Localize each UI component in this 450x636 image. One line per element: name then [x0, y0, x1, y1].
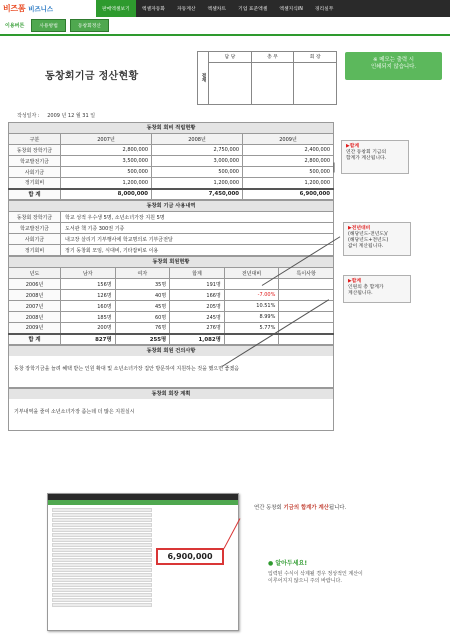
menu-item-auto-calc[interactable]: 자동계산 [176, 7, 196, 12]
total-cell: 8,000,000 [61, 189, 152, 200]
how-to-use-button[interactable]: 사용방법 [31, 19, 66, 32]
approval-box [197, 51, 337, 105]
document-title: 동창회기금 정산현황 [45, 71, 139, 82]
table-cell[interactable]: 1,200,000 [61, 178, 152, 189]
main-menu [96, 0, 450, 17]
approval-col-president[interactable]: 회 장 [294, 52, 336, 104]
menu-item-excel-chart[interactable]: 엑셀차트 [207, 7, 227, 12]
column-header: 합계 [170, 268, 225, 279]
logo-sub-text: 비즈니스 [28, 5, 53, 13]
table-row [9, 245, 334, 256]
total-row [9, 334, 334, 345]
table-cell[interactable]: 35명 [115, 279, 170, 290]
memo-note-yoy [343, 222, 411, 256]
table-row [9, 167, 334, 178]
table-cell[interactable]: 45명 [115, 301, 170, 312]
reunion-settlement-button[interactable]: 동창회정산 [70, 19, 109, 32]
print-notice: ※ 메모는 출력 시 인쇄되지 않습니다. [345, 52, 442, 80]
suggestions-text[interactable]: 동창 장학기금을 늘려 혜택 받는 인원 확대 및 소년소녀가장 집안 방문하여 지원하는 것을 했으면 좋겠음 [8, 356, 334, 388]
menu-item-standard-excel[interactable]: 기업 표준엑셀 [238, 7, 268, 12]
section-title-fund-accumulation: 동창회 회비 적립현황 [8, 122, 334, 133]
table-cell[interactable]: 60명 [115, 312, 170, 323]
table-cell[interactable]: 정기 동창회 모임, 식대비, 기타잡비로 이용 [61, 245, 334, 256]
table-row [9, 223, 334, 234]
table-cell[interactable]: 500,000 [243, 167, 334, 178]
table-cell[interactable]: 내고장 살리기 기부행사에 학교명의로 기부금전달 [61, 234, 334, 245]
row-label: 사회기금 [9, 234, 61, 245]
row-label: 사회기금 [9, 167, 61, 178]
table-cell[interactable]: 185명 [61, 312, 116, 323]
row-label: 학교발전기금 [9, 223, 61, 234]
memo-note-total [341, 140, 409, 174]
table-row [9, 290, 334, 301]
table-cell[interactable] [279, 290, 334, 301]
row-label: 동창회 장학기금 [9, 145, 61, 156]
section-title-member-status: 동창회 회원현황 [8, 256, 334, 267]
memo-note-members [343, 275, 411, 303]
section-title-suggestions: 동창회 회원 건의사항 [8, 345, 334, 356]
column-header: 특이사항 [279, 268, 334, 279]
menu-item-accounting[interactable]: 경리실무 [314, 7, 334, 12]
usage-preview-screenshot [47, 493, 239, 631]
table-row [9, 234, 334, 245]
total-callout: 연간 동창회 기금의 합계가 계산됩니다. [254, 505, 347, 511]
tip-box [268, 558, 428, 585]
total-cell: 6,900,000 [243, 189, 334, 200]
row-label: 학교발전기금 [9, 156, 61, 167]
row-label: 정기회비 [9, 178, 61, 189]
table-cell[interactable]: 1,200,000 [152, 178, 243, 189]
column-header: 2007년 [61, 134, 152, 145]
column-header: 전년대비 [224, 268, 279, 279]
note-title: ▶합계 [346, 144, 359, 149]
approval-label: 결재 [198, 52, 209, 104]
total-label: 합 계 [9, 334, 61, 345]
table-cell: 166명 [170, 290, 225, 301]
table-cell[interactable]: 3,000,000 [152, 156, 243, 167]
note-title: ▶전년대비 [348, 226, 371, 231]
table-cell: 10.51% [224, 301, 279, 312]
row-label: 2008년 [9, 312, 61, 323]
note-connector-line [334, 163, 335, 173]
table-cell[interactable]: 1,200,000 [243, 178, 334, 189]
tip-text: 입력된 수식이 삭제될 경우 정상적인 계산이 이루어지지 않으니 주의 바랍니다. [268, 571, 363, 584]
table-cell: -7.00% [224, 290, 279, 301]
table-cell[interactable]: 76명 [115, 323, 170, 334]
table-cell[interactable]: 500,000 [61, 167, 152, 178]
column-header: 2009년 [243, 134, 334, 145]
table-cell[interactable]: 200명 [61, 323, 116, 334]
note-title: ▶합계 [348, 279, 361, 284]
table-cell[interactable]: 2,800,000 [61, 145, 152, 156]
row-label: 2009년 [9, 323, 61, 334]
total-cell: 827명 [61, 334, 116, 345]
table-cell[interactable]: 156명 [61, 279, 116, 290]
row-label: 2008년 [9, 290, 61, 301]
total-cell: 255명 [115, 334, 170, 345]
table-row [9, 145, 334, 156]
menu-item-excel-automation[interactable]: 엑셀자동화 [141, 7, 165, 12]
date-label: 작성일자 : [17, 113, 40, 119]
total-label: 합 계 [9, 189, 61, 200]
table-row [9, 212, 334, 223]
table-cell[interactable]: 2,400,000 [243, 145, 334, 156]
row-label: 동창회 장학기금 [9, 212, 61, 223]
table-cell: 205명 [170, 301, 225, 312]
approval-col-staff[interactable]: 담 당 [209, 52, 252, 104]
column-header: 년도 [9, 268, 61, 279]
table-row [9, 312, 334, 323]
table-row [9, 178, 334, 189]
column-header: 2008년 [152, 134, 243, 145]
table-cell[interactable]: 126명 [61, 290, 116, 301]
total-cell [279, 334, 334, 345]
president-plan-text[interactable]: 기부내역을 줄여 소년소녀가장 좀는데 더 많은 지원실시 [8, 399, 334, 431]
highlighted-total-value: 6,900,000 [156, 548, 224, 565]
column-header: 남자 [61, 268, 116, 279]
column-header: 구분 [9, 134, 61, 145]
info-icon: ● [268, 560, 274, 567]
row-label: 2006년 [9, 279, 61, 290]
tip-title: ● 알아두세요! [268, 560, 308, 567]
total-row [9, 189, 334, 200]
table-cell[interactable]: 학교 성적 우수생 5명, 소년소녀가장 지원 5명 [61, 212, 334, 223]
table-row [9, 323, 334, 334]
row-label: 2007년 [9, 301, 61, 312]
section-title-fund-usage: 동창회 기금 사용내역 [8, 200, 334, 211]
table-cell[interactable]: 2,800,000 [243, 156, 334, 167]
table-cell[interactable]: 40명 [115, 290, 170, 301]
table-row [9, 279, 334, 290]
total-cell: 1,082명 [170, 334, 225, 345]
usage-button-label: 이용버튼 [5, 23, 25, 29]
table-cell: 191명 [170, 279, 225, 290]
table-cell[interactable] [279, 279, 334, 290]
settlement-sheet [8, 122, 334, 431]
row-label: 정기회비 [9, 245, 61, 256]
table-row [9, 301, 334, 312]
table-cell[interactable]: 160명 [61, 301, 116, 312]
top-navigation [0, 0, 450, 17]
total-cell: 7,450,000 [152, 189, 243, 200]
fund-accumulation-table [8, 133, 334, 200]
date-line [17, 112, 95, 119]
table-cell: 8.99% [224, 312, 279, 323]
member-status-table [8, 267, 334, 345]
usage-button-bar [0, 17, 450, 36]
table-cell: 245명 [170, 312, 225, 323]
menu-item-sales-excel[interactable]: 판매엑셀보기 [96, 0, 136, 17]
date-value[interactable]: 2009 년 12 월 31 일 [47, 113, 96, 119]
note-text: 인원의 총 합계가 계산됩니다. [348, 285, 384, 296]
column-header: 여자 [115, 268, 170, 279]
fund-usage-table [8, 211, 334, 256]
table-cell[interactable]: 2,750,000 [152, 145, 243, 156]
table-cell: 276명 [170, 323, 225, 334]
table-cell: 5.77% [224, 323, 279, 334]
menu-item-excel-knowledge[interactable]: 엑셀지식iN [279, 7, 303, 12]
note-text: (해당년도-전년도)/ (해당년도+전년도) 값이 계산됩니다. [348, 232, 389, 249]
table-cell[interactable]: 500,000 [152, 167, 243, 178]
section-title-president-plan: 동창회 회장 계획 [8, 388, 334, 399]
bizforms-logo[interactable] [0, 0, 96, 17]
table-cell[interactable]: 도서관 책 기증 300권 기증 [61, 223, 334, 234]
logo-main-text: 비즈폼 [3, 4, 26, 13]
approval-col-secretary[interactable]: 총 무 [252, 52, 295, 104]
table-cell[interactable]: 3,500,000 [61, 156, 152, 167]
table-row [9, 156, 334, 167]
note-text: 연간 동창회 기금의 합계가 계산됩니다. [346, 150, 387, 161]
